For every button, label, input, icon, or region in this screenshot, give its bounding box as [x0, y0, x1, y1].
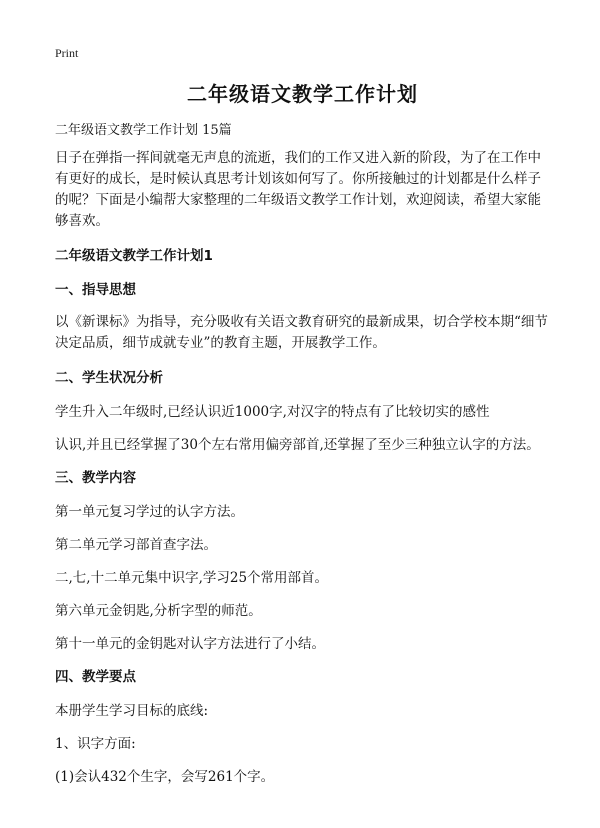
- teaching-content-line: 第十一单元的金钥匙对认字方法进行了小结。: [55, 636, 325, 652]
- student-analysis-line: 认识,并且已经掌握了30个左右常用偏旁部首,还掌握了至少三种独立认字的方法。: [55, 437, 540, 453]
- teaching-content-line: 二,七,十二单元集中识字,学习25个常用部首。: [55, 570, 329, 586]
- section-heading-teaching-points: 四、教学要点: [55, 669, 136, 685]
- teaching-points-line: 1、识字方面:: [55, 736, 136, 752]
- intro-paragraph: 日子在弹指一挥间就毫无声息的流逝，我们的工作又进入新的阶段，为了在工作中有更好的成长，是时候认真思考计划该如何写了。你所接触过的计划都是什么样子的呢？下面是小编帮大家整理的二年级语文教学工作计划，欢迎阅读，希望大家能够喜欢。: [55, 150, 541, 229]
- teaching-content-line: 第一单元复习学过的认字方法。: [55, 504, 244, 520]
- document-title: 二年级语文教学工作计划: [187, 82, 418, 106]
- plan-heading: 二年级语文教学工作计划1: [55, 248, 213, 264]
- guiding-thought-text: 以《新课标》为指导，充分吸收有关语文教育研究的最新成果，切合学校本期“细节决定品质，细节成就专业”的教育主题，开展教学工作。: [55, 314, 548, 351]
- section-heading-guiding-thought: 一、指导思想: [55, 282, 136, 298]
- section-heading-teaching-content: 三、教学内容: [55, 470, 136, 486]
- section-heading-student-analysis: 二、学生状况分析: [55, 370, 163, 386]
- teaching-content-line: 第二单元学习部首查字法。: [55, 537, 217, 553]
- print-link[interactable]: Print: [55, 46, 79, 60]
- document-subtitle: 二年级语文教学工作计划 15篇: [55, 123, 232, 138]
- teaching-content-line: 第六单元金钥匙,分析字型的师范。: [55, 603, 262, 619]
- teaching-points-line: 本册学生学习目标的底线:: [55, 703, 209, 719]
- document-body: [55, 78, 550, 798]
- teaching-points-line: (1)会认432个生字，会写261个字。: [55, 769, 275, 785]
- student-analysis-line: 学生升入二年级时,已经认识近1000字,对汉字的特点有了比较切实的感性: [55, 404, 490, 420]
